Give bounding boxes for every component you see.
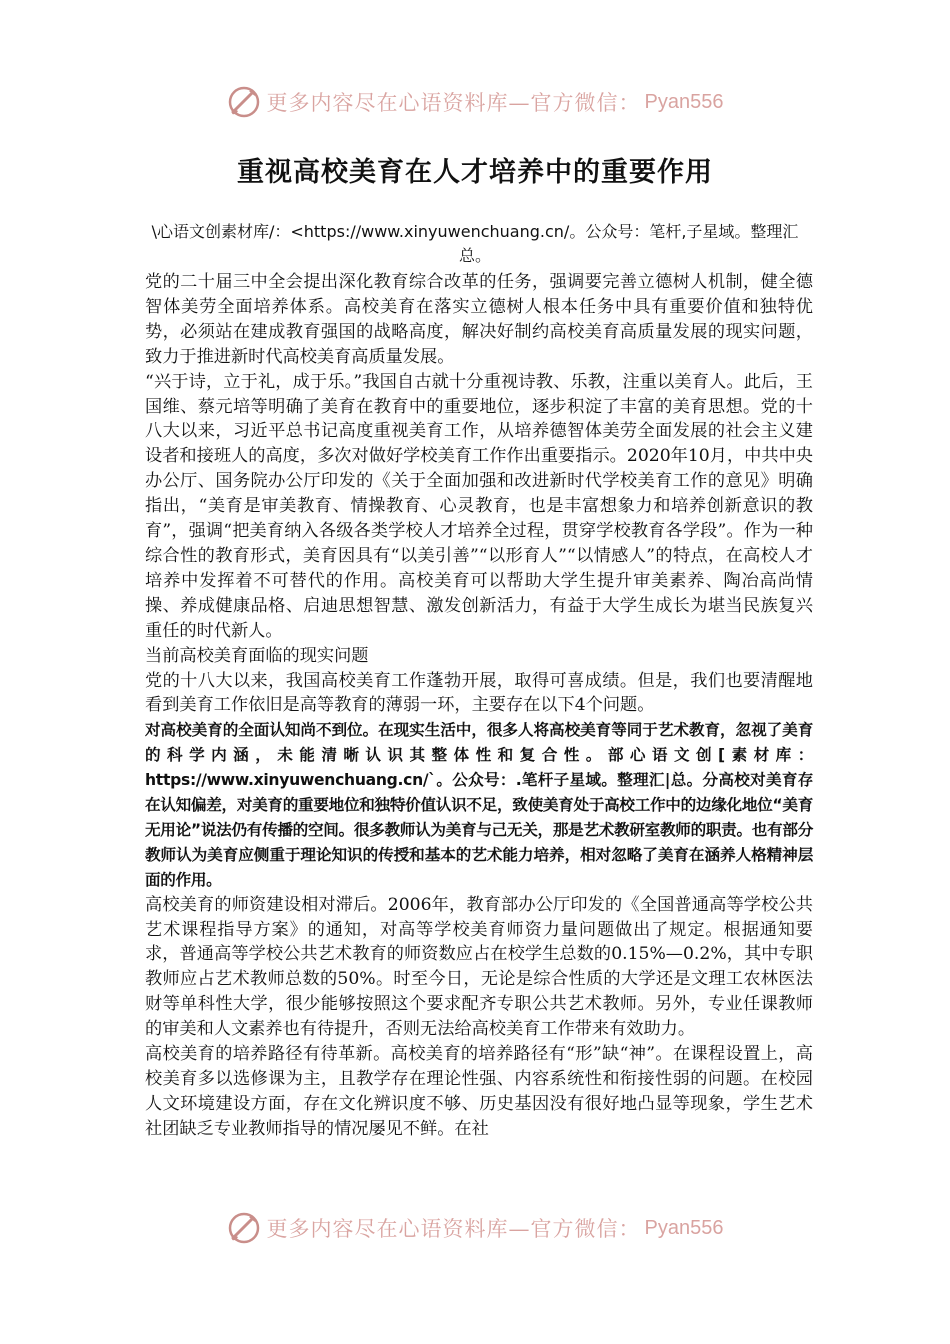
brush-logo-icon [227,85,261,119]
banner-wechat-id: Pyan556 [644,90,724,113]
document-body [145,270,813,1142]
paragraph-bold: 对高校美育的全面认知尚不到位。在现实生活中，很多人将高校美育等同于艺术教育，忽视了美育的科学内涵，未能清晰认识其整体性和复合性。部心语文创[素材库：https://www.xinyuwenchuang.cn/`。公众号：.笔杆子星域。整理汇|总。分高校对美育存在认知偏差，对美育的重要地位和独特价值认识不足，致使美育处于高校工作中的边缘化地位“美育无用论”说法仍有传播的空间。很多教师认为美育与己无关，那是艺术教研室教师的职责。也有部分教师认为美育应侧重于理论知识的传授和基本的艺术能力培养，相对忽略了美育在涵养人格精神层面的作用。 [145,721,813,889]
paragraph: 高校美育的培养路径有待革新。高校美育的培养路径有“形”缺“神”。在课程设置上，高校美育多以选修课为主，且教学存在理论性强、内容系统性和衔接性弱的问题。在校园人文环境建设方面，存在文化辨识度不够、历史基因没有很好地凸显等现象，学生艺术社团缺乏专业教师指导的情况屡见不鲜。在社 [145,1044,813,1139]
paragraph: 高校美育的师资建设相对滞后。2006年，教育部办公厅印发的《全国普通高等学校公共艺术课程指导方案》的通知，对高等学校美育师资力量问题做出了规定。根据通知要求，普通高等学校公共艺术教育的师资数应占在校学生总数的0.15%—0.2%，其中专职教师应占艺术教师总数的50%。时至今日，无论是综合性质的大学还是文理工农林医法财等单科性大学，很少能够按照这个要求配齐专职公共艺术教师。另外，专业任课教师的审美和人文素养也有待提升，否则无法给高校美育工作带来有效助力。 [145,894,813,1040]
paragraph: “兴于诗，立于礼，成于乐。”我国自古就十分重视诗教、乐教，注重以美育人。此后，王国维、蔡元培等明确了美育在教育中的重要地位，逐步积淀了丰富的美育思想。党的十八大以来，习近平总书记高度重视美育工作，从培养德智体美劳全面发展的社会主义建设者和接班人的高度，多次对做好学校美育工作作出重要指示。2020年10月，中共中央办公厅、国务院办公厅印发的《关于全面加强和改进新时代学校美育工作的意见》明确指出，“美育是审美教育、情操教育、心灵教育，也是丰富想象力和培养创新意识的教育”，强调“把美育纳入各级各类学校人才培养全过程，贯穿学校教育各学段”。作为一种综合性的教育形式，美育因具有“以美引善”“以形育人”“以情感人”的特点，在高校人才培养中发挥着不可替代的作用。高校美育可以帮助大学生提升审美素养、陶冶高尚情操、养成健康品格、启迪思想智慧、激发创新活力，有益于大学生成长为堪当民族复兴重任的时代新人。 [145,371,813,641]
section-heading: 当前高校美育面临的现实问题 [145,645,369,666]
banner-wechat-id: Pyan556 [644,1216,724,1239]
paragraph: 党的十八大以来，我国高校美育工作蓬勃开展，取得可喜成绩。但是，我们也要清醒地看到美育工作依旧是高等教育的薄弱一环，主要存在以下4个问题。 [145,670,813,716]
brush-logo-icon [227,1211,261,1245]
document-title: 重视高校美育在人才培养中的重要作用 [237,157,713,188]
source-note: \心语文创素材库/：<https://www.xinyuwenchuang.cn/。公众号：笔杆,子星域。整理汇总。 [151,222,799,265]
banner-text: 更多内容尽在心语资料库—官方微信： [266,91,641,115]
header-watermark-banner [0,82,950,122]
paragraph: 党的二十届三中全会提出深化教育综合改革的任务，强调要完善立德树人机制，健全德智体美劳全面培养体系。高校美育在落实立德树人根本任务中具有重要价值和独特优势，必须站在建成教育强国的战略高度，解决好制约高校美育高质量发展的现实问题，致力于推进新时代高校美育高质量发展。 [145,272,813,367]
banner-text: 更多内容尽在心语资料库—官方微信： [266,1217,641,1241]
footer-watermark-banner [0,1208,950,1248]
